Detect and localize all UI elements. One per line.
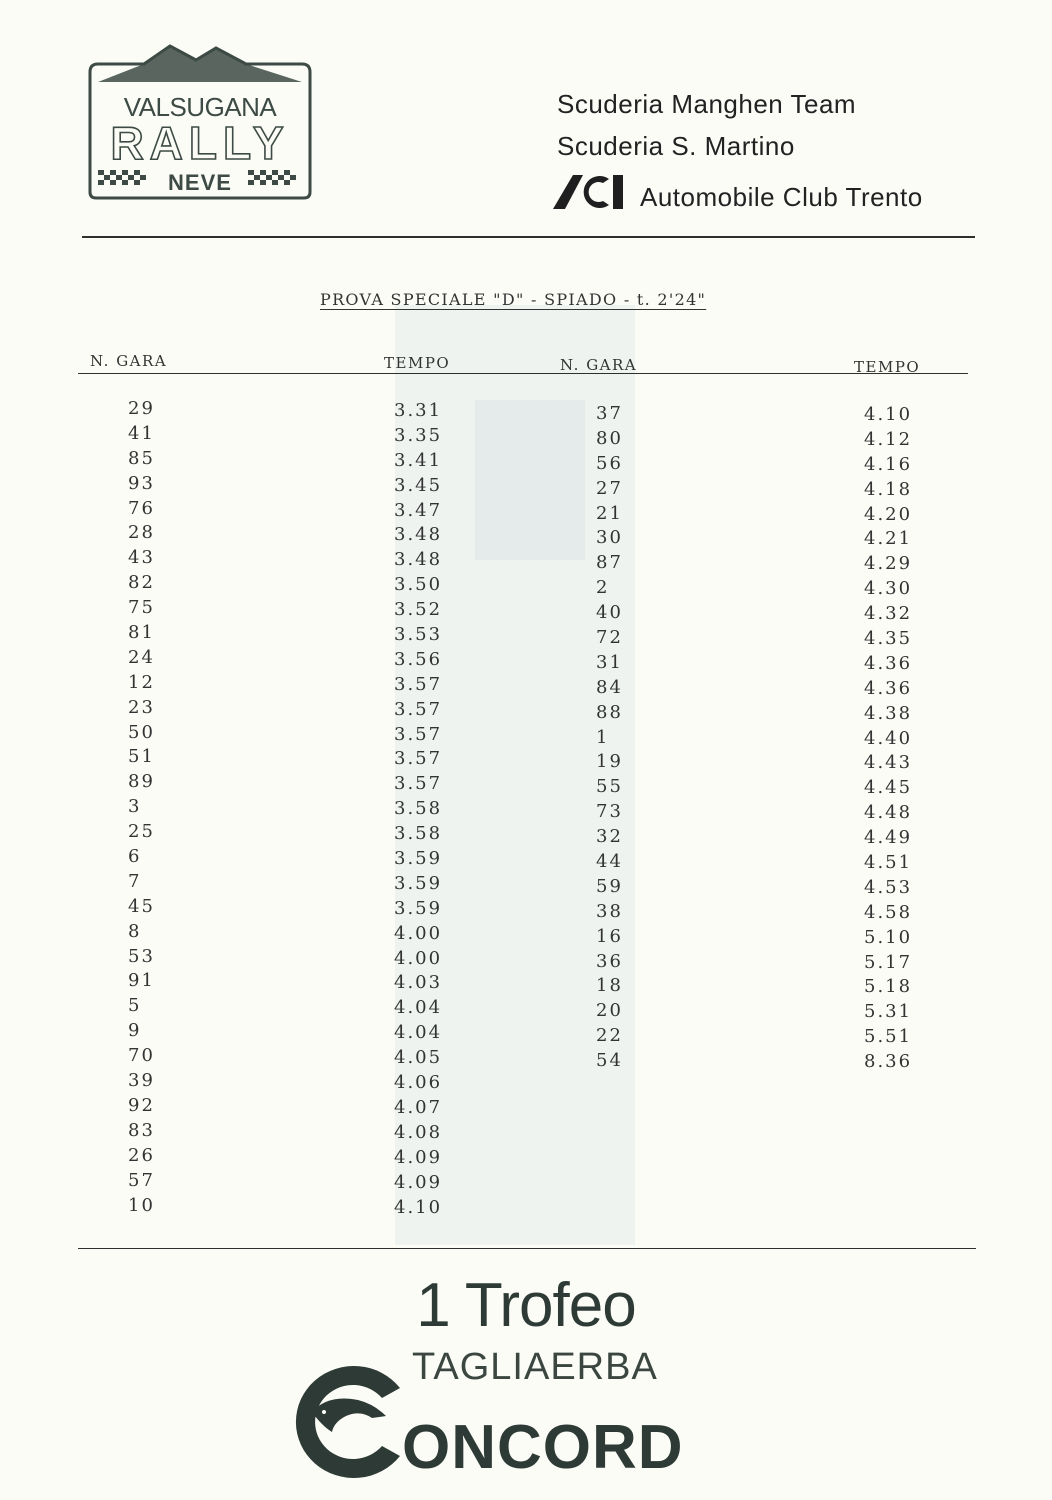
tempo-cell: 3.57 <box>394 698 443 720</box>
left-tempo-list <box>394 399 442 1220</box>
tempo-cell: 4.35 <box>864 628 913 650</box>
tempo-cell: 4.43 <box>864 752 913 774</box>
gara-number-cell: 59 <box>596 875 623 897</box>
tempo-cell: 4.00 <box>394 947 443 969</box>
tempo-cell: 3.59 <box>394 872 443 894</box>
gara-number-cell: 54 <box>596 1050 623 1072</box>
tempo-cell: 4.51 <box>864 852 913 874</box>
gara-number-cell: 80 <box>596 427 623 449</box>
gara-number-cell: 30 <box>596 527 623 549</box>
gara-number-cell: 89 <box>128 771 155 793</box>
tempo-cell: 3.57 <box>394 723 443 745</box>
gara-number-cell: 22 <box>596 1025 623 1047</box>
tempo-cell: 4.03 <box>394 972 443 994</box>
organizer-aci-trento: Automobile Club Trento <box>640 182 923 212</box>
organizer-s-martino: Scuderia S. Martino <box>557 131 795 161</box>
gara-number-cell: 1 <box>596 726 610 748</box>
gara-number-cell: 82 <box>128 572 155 594</box>
gara-number-cell: 26 <box>128 1144 155 1166</box>
gara-number-cell: 45 <box>128 895 155 917</box>
tempo-cell: 4.48 <box>864 802 913 824</box>
right-tempo-list <box>864 403 912 1075</box>
tempo-cell: 3.57 <box>394 773 443 795</box>
gara-number-cell: 29 <box>128 398 155 419</box>
column-header-tempo-right: TEMPO <box>854 358 921 376</box>
logo-text-neve: NEVE <box>168 170 232 195</box>
tempo-cell: 3.58 <box>394 823 443 845</box>
gara-number-cell: 57 <box>128 1169 155 1191</box>
tempo-cell: 4.05 <box>394 1047 443 1069</box>
tempo-cell: 5.18 <box>864 976 913 998</box>
gara-number-cell: 5 <box>128 995 142 1017</box>
tempo-cell: 4.10 <box>864 404 913 425</box>
tempo-cell: 3.48 <box>394 549 443 571</box>
tempo-cell: 4.04 <box>394 1022 443 1044</box>
gara-number-cell: 2 <box>596 577 610 599</box>
gara-number-cell: 72 <box>596 627 623 649</box>
tempo-cell: 3.41 <box>394 449 443 471</box>
gara-number-cell: 31 <box>596 651 623 673</box>
tempo-cell: 4.20 <box>864 503 913 525</box>
left-gara-list <box>128 397 155 1218</box>
gara-number-cell: 83 <box>128 1119 155 1141</box>
gara-number-cell: 24 <box>128 646 155 668</box>
gara-number-cell: 76 <box>128 497 155 519</box>
concord-wordmark: ONCORD <box>402 1413 684 1482</box>
gara-number-cell: 27 <box>596 477 623 499</box>
tempo-cell: 8.36 <box>864 1051 913 1073</box>
tempo-cell: 3.31 <box>394 400 443 421</box>
tempo-cell: 4.40 <box>864 727 913 749</box>
tempo-cell: 5.31 <box>864 1001 913 1023</box>
tempo-cell: 4.58 <box>864 901 913 923</box>
aci-logo-icon <box>551 171 629 211</box>
logo-text-valsugana: VALSUGANA <box>123 92 277 122</box>
tempo-cell: 4.29 <box>864 553 913 575</box>
gara-number-cell: 53 <box>128 945 155 967</box>
gara-number-cell: 19 <box>596 751 623 773</box>
tempo-cell: 3.57 <box>394 748 443 770</box>
gara-number-cell: 93 <box>128 472 155 494</box>
gara-number-cell: 75 <box>128 597 155 619</box>
gara-number-cell: 37 <box>596 403 623 424</box>
gara-number-cell: 92 <box>128 1094 155 1116</box>
gara-number-cell: 16 <box>596 925 623 947</box>
tagliaerba-text: TAGLIAERBA <box>412 1346 658 1388</box>
gara-number-cell: 73 <box>596 801 623 823</box>
gara-number-cell: 87 <box>596 552 623 574</box>
column-header-gara-right: N. GARA <box>560 356 638 374</box>
tempo-cell: 4.32 <box>864 603 913 625</box>
gara-number-cell: 18 <box>596 975 623 997</box>
gara-number-cell: 21 <box>596 502 623 524</box>
tempo-cell: 4.04 <box>394 997 443 1019</box>
gara-number-cell: 56 <box>596 452 623 474</box>
gara-number-cell: 23 <box>128 696 155 718</box>
gara-number-cell: 25 <box>128 821 155 843</box>
tempo-cell: 3.50 <box>394 574 443 596</box>
gara-number-cell: 28 <box>128 522 155 544</box>
tempo-cell: 4.49 <box>864 827 913 849</box>
gara-number-cell: 91 <box>128 970 155 992</box>
tempo-cell: 3.53 <box>394 624 443 646</box>
gara-number-cell: 51 <box>128 746 155 768</box>
tempo-cell: 4.36 <box>864 652 913 674</box>
tempo-cell: 4.53 <box>864 876 913 898</box>
tempo-cell: 4.45 <box>864 777 913 799</box>
footer-divider <box>78 1248 976 1249</box>
tempo-cell: 4.06 <box>394 1072 443 1094</box>
tempo-cell: 4.08 <box>394 1121 443 1143</box>
ghost-print-mark <box>475 400 585 560</box>
valsugana-rally-logo <box>84 42 316 202</box>
right-gara-list <box>596 402 623 1074</box>
gara-number-cell: 55 <box>596 776 623 798</box>
gara-number-cell: 85 <box>128 447 155 469</box>
logo-text-rally: RALLY <box>110 117 290 169</box>
tempo-cell: 3.45 <box>394 474 443 496</box>
gara-number-cell: 88 <box>596 701 623 723</box>
gara-number-cell: 81 <box>128 622 155 644</box>
gara-number-cell: 10 <box>128 1194 155 1216</box>
trofeo-title: 1 Trofeo <box>416 1271 636 1340</box>
gara-number-cell: 3 <box>128 796 142 818</box>
tempo-cell: 4.00 <box>394 922 443 944</box>
gara-number-cell: 50 <box>128 721 155 743</box>
column-header-tempo-left: TEMPO <box>384 354 451 372</box>
gara-number-cell: 38 <box>596 900 623 922</box>
tempo-cell: 3.59 <box>394 897 443 919</box>
gara-number-cell: 9 <box>128 1020 142 1042</box>
gara-number-cell: 7 <box>128 870 142 892</box>
tempo-cell: 4.12 <box>864 428 913 450</box>
tempo-cell: 5.17 <box>864 951 913 973</box>
tempo-cell: 4.18 <box>864 478 913 500</box>
tempo-cell: 3.52 <box>394 599 443 621</box>
tempo-cell: 4.16 <box>864 453 913 475</box>
tempo-cell: 3.57 <box>394 673 443 695</box>
gara-number-cell: 39 <box>128 1070 155 1092</box>
gara-number-cell: 43 <box>128 547 155 569</box>
gara-number-cell: 6 <box>128 846 142 868</box>
header-divider <box>82 236 975 238</box>
tempo-cell: 3.47 <box>394 499 443 521</box>
gara-number-cell: 84 <box>596 676 623 698</box>
tempo-cell: 4.09 <box>394 1171 443 1193</box>
eagle-c-logo-icon <box>276 1360 416 1480</box>
gara-number-cell: 32 <box>596 826 623 848</box>
gara-number-cell: 20 <box>596 1000 623 1022</box>
gara-number-cell: 41 <box>128 422 155 444</box>
gara-number-cell: 36 <box>596 950 623 972</box>
tempo-cell: 4.07 <box>394 1096 443 1118</box>
tempo-cell: 3.59 <box>394 848 443 870</box>
tempo-cell: 3.56 <box>394 648 443 670</box>
table-header-divider <box>78 373 968 374</box>
column-header-gara-left: N. GARA <box>90 352 168 370</box>
page-title: PROVA SPECIALE "D" - SPIADO - t. 2'24" <box>320 290 707 309</box>
tempo-cell: 3.48 <box>394 524 443 546</box>
tempo-cell: 3.35 <box>394 424 443 446</box>
tempo-cell: 4.10 <box>394 1196 443 1218</box>
tempo-cell: 5.10 <box>864 926 913 948</box>
tempo-cell: 3.58 <box>394 798 443 820</box>
gara-number-cell: 8 <box>128 920 142 942</box>
gara-number-cell: 44 <box>596 851 623 873</box>
tempo-cell: 4.36 <box>864 677 913 699</box>
tempo-cell: 4.09 <box>394 1146 443 1168</box>
tempo-cell: 4.30 <box>864 578 913 600</box>
tempo-cell: 4.38 <box>864 702 913 724</box>
gara-number-cell: 40 <box>596 602 623 624</box>
organizer-manghen-team: Scuderia Manghen Team <box>557 89 857 119</box>
tempo-cell: 4.21 <box>864 528 913 550</box>
gara-number-cell: 12 <box>128 671 155 693</box>
gara-number-cell: 70 <box>128 1045 155 1067</box>
tempo-cell: 5.51 <box>864 1026 913 1048</box>
